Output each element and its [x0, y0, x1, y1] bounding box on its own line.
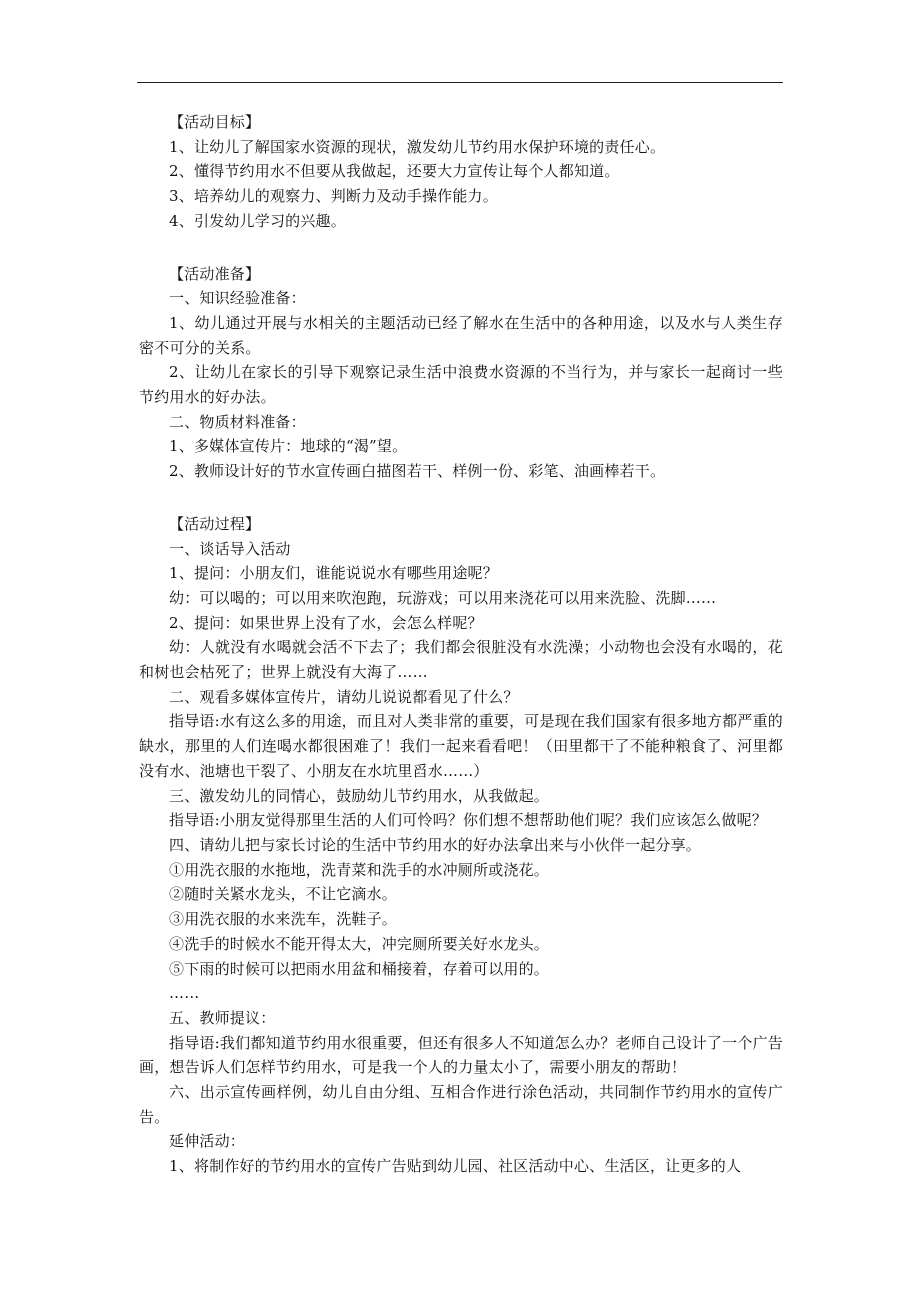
paragraph: 一、谈话导入活动	[169, 539, 291, 558]
paragraph: 三、激发幼儿的同情心，鼓励幼儿节约用水，从我做起。	[169, 786, 550, 805]
paragraph: 1、将制作好的节约用水的宣传广告贴到幼儿园、社区活动中心、生活区，让更多的人	[169, 1157, 742, 1176]
paragraph: 1、幼儿通过开展与水相关的主题活动已经了解水在生活中的各种用途，以及水与人类生存密不可分的关系。	[139, 313, 783, 357]
document-body	[139, 110, 783, 1179]
paragraph: 六、出示宣传画样例，幼儿自由分组、互相合作进行涂色活动，共同制作节约用水的宣传广告。	[139, 1083, 783, 1126]
paragraph: 4、引发幼儿学习的兴趣。	[169, 211, 346, 230]
section-activity-goals	[139, 110, 783, 234]
paragraph: 2、懂得节约用水不但要从我做起，还要大力宣传让每个人都知道。	[169, 162, 620, 181]
paragraph: 2、提问：如果世界上没有了水，会怎么样呢？	[169, 613, 483, 632]
section-activity-process	[139, 512, 783, 1179]
paragraph: 1、提问：小朋友们，谁能说说水有哪些用途呢？	[169, 564, 498, 583]
paragraph: 幼：可以喝的；可以用来吹泡跑，玩游戏；可以用来浇花可以用来洗脸、洗脚……	[169, 588, 717, 607]
ellipsis: ……	[169, 984, 200, 1003]
section-heading: 【活动目标】	[169, 113, 261, 131]
paragraph: 2、让幼儿在家长的引导下观察记录生活中浪费水资源的不当行为，并与家长一起商讨一些节约用水的好办法。	[139, 363, 783, 407]
paragraph: 二、物质材料准备：	[169, 412, 306, 431]
paragraph: 3、培养幼儿的观察力、判断力及动手操作能力。	[169, 187, 498, 206]
paragraph: 1、让幼儿了解国家水资源的现状，激发幼儿节约用水保护环境的责任心。	[169, 137, 666, 156]
paragraph: 延伸活动：	[169, 1132, 246, 1151]
paragraph: 五、教师提议：	[169, 1008, 276, 1027]
list-item: ⑤下雨的时候可以把雨水用盆和桶接着，存着可以用的。	[169, 959, 550, 978]
list-item: ④洗手的时候水不能开得太大，冲完厕所要关好水龙头。	[169, 934, 550, 953]
paragraph: 二、观看多媒体宣传片，请幼儿说说都看见了什么？	[169, 687, 519, 706]
paragraph: 四、请幼儿把与家长讨论的生活中节约用水的好办法拿出来与小伙伴一起分享。	[169, 835, 702, 854]
paragraph: 指导语:水有这么多的用途，而且对人类非常的重要，可是现在我们国家有很多地方都严重的缺水，那里的人们连喝水都很困难了！我们一起来看看吧！（田里都干了不能种粮食了、河里都没有水、池塘也干裂了、小朋友在水坑里舀水……）	[139, 712, 783, 780]
list-item: ①用洗衣服的水拖地，洗青菜和洗手的水冲厕所或浇花。	[169, 860, 550, 879]
paragraph: 指导语:我们都知道节约用水很重要，但还有很多人不知道怎么办？老师自己设计了一个广告画，想告诉人们怎样节约用水，可是我一个人的力量太小了，需要小朋友的帮助！	[139, 1033, 783, 1077]
paragraph: 一、知识经验准备：	[169, 289, 306, 308]
section-heading: 【活动过程】	[169, 514, 261, 533]
paragraph: 1、多媒体宣传片：地球的“渴”望。	[169, 437, 408, 456]
section-activity-preparation	[139, 262, 783, 484]
paragraph: 指导语:小朋友觉得那里生活的人们可怜吗？你们想不想帮助他们呢？我们应该怎么做呢？	[169, 811, 768, 830]
list-item: ②随时关紧水龙头，不让它滴水。	[169, 885, 398, 904]
paragraph: 幼：人就没有水喝就会活不下去了；我们都会很脏没有水洗澡；小动物也会没有水喝的，花和树也会枯死了；世界上就没有大海了……	[139, 638, 783, 682]
paragraph: 2、教师设计好的节水宣传画白描图若干、样例一份、彩笔、油画棒若干。	[169, 462, 666, 481]
header-rule	[137, 82, 783, 83]
list-item: ③用洗衣服的水来洗车，洗鞋子。	[169, 910, 398, 929]
section-heading: 【活动准备】	[169, 264, 261, 283]
